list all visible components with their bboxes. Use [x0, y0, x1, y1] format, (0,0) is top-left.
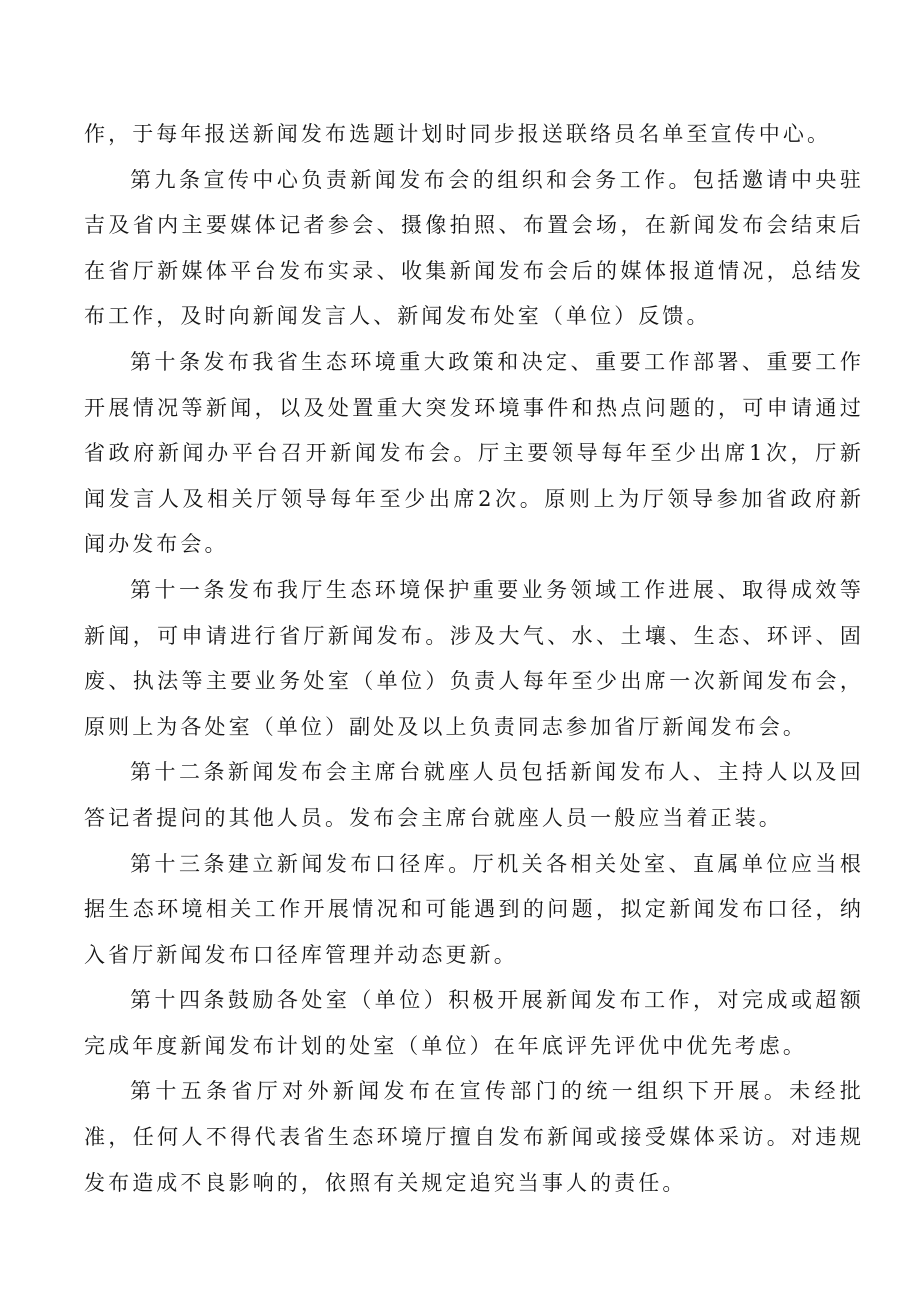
- paragraph-article-9: 第九条宣传中心负责新闻发布会的组织和会务工作。包括邀请中央驻吉及省内主要媒体记者参会、摄像拍照、布置会场，在新闻发布会结束后在省厅新媒体平台发布实录、收集新闻发布会后的媒体报道情况，总结发布工作，及时向新闻发言人、新闻发布处室（单位）反馈。: [84, 167, 864, 329]
- paragraph-article-11: 第十一条发布我厅生态环境保护重要业务领域工作进展、取得成效等新闻，可申请进行省厅新闻发布。涉及大气、水、土壤、生态、环评、固废、执法等主要业务处室（单位）负责人每年至少出席一次新闻发布会，原则上为各处室（单位）副处及以上负责同志参加省厅新闻发布会。: [84, 577, 864, 739]
- paragraph-article-10: 第十条发布我省生态环境重大政策和决定、重要工作部署、重要工作开展情况等新闻，以及处置重大突发环境事件和热点问题的，可申请通过省政府新闻办平台召开新闻发布会。厅主要领导每年至少出席1次，厅新闻发言人及相关厅领导每年至少出席2次。原则上为厅领导参加省政府新闻办发布会。: [84, 349, 864, 557]
- paragraph-article-14: 第十四条鼓励各处室（单位）积极开展新闻发布工作，对完成或超额完成年度新闻发布计划的处室（单位）在年底评先评优中优先考虑。: [84, 988, 864, 1058]
- paragraph-article-12: 第十二条新闻发布会主席台就座人员包括新闻发布人、主持人以及回答记者提问的其他人员。发布会主席台就座人员一般应当着正装。: [84, 760, 864, 830]
- paragraph-article-13: 第十三条建立新闻发布口径库。厅机关各相关处室、直属单位应当根据生态环境相关工作开展情况和可能遇到的问题，拟定新闻发布口径，纳入省厅新闻发布口径库管理并动态更新。: [84, 851, 864, 967]
- paragraph-continuation: 作，于每年报送新闻发布选题计划时同步报送联络员名单至宣传中心。: [84, 122, 832, 146]
- document-page: [84, 112, 864, 1206]
- paragraph-article-15: 第十五条省厅对外新闻发布在宣传部门的统一组织下开展。未经批准，任何人不得代表省生态环境厅擅自发布新闻或接受媒体采访。对违规发布造成不良影响的，依照有关规定追究当事人的责任。: [84, 1079, 864, 1195]
